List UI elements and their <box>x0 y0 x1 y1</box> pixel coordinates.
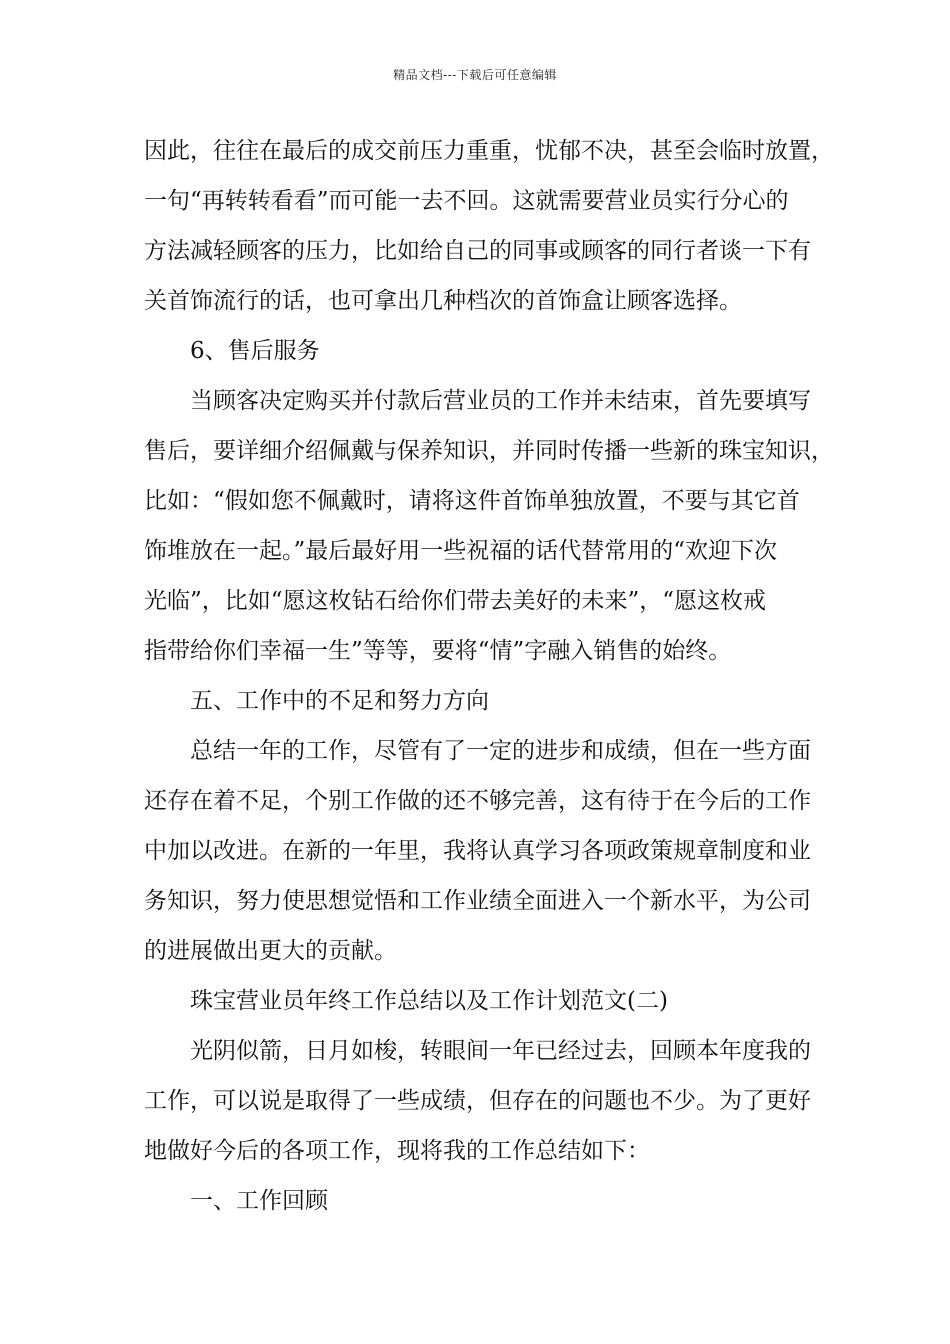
page-header: 精品文档---下载后可任意编辑 <box>393 68 557 82</box>
text-line: 的进展做出更大的贡献。 <box>144 938 397 964</box>
text-line: 中加以改进。在新的一年里，我将认真学习各项政策规章制度和业 <box>144 838 811 864</box>
text-line: 6、售后服务 <box>190 338 320 364</box>
text-line: 还存在着不足，个别工作做的还不够完善，这有待于在今后的工作 <box>144 788 811 814</box>
text-line: 工作，可以说是取得了一些成绩，但存在的问题也不少。为了更好 <box>144 1088 811 1114</box>
text-line: 饰堆放在一起。”最后最好用一些祝福的话代替常用的“欢迎下次 <box>144 538 778 564</box>
text-line: 因此，往往在最后的成交前压力重重，忧郁不决，甚至会临时放置， <box>144 138 834 164</box>
text-line: 关首饰流行的话，也可拿出几种档次的首饰盒让顾客选择。 <box>144 288 742 314</box>
text-line: 务知识，努力使思想觉悟和工作业绩全面进入一个新水平，为公司 <box>144 888 811 914</box>
text-line: 比如：“假如您不佩戴时，请将这件首饰单独放置，不要与其它首 <box>144 488 800 514</box>
text-line: 五、工作中的不足和努力方向 <box>190 688 489 714</box>
text-line: 指带给你们幸福一生”等等，要将“情”字融入销售的始终。 <box>144 638 732 664</box>
text-line: 珠宝营业员年终工作总结以及工作计划范文(二) <box>190 988 668 1014</box>
text-line: 光阴似箭，日月如梭，转眼间一年已经过去，回顾本年度我的 <box>190 1038 811 1064</box>
text-line: 方法减轻顾客的压力，比如给自己的同事或顾客的同行者谈一下有 <box>144 238 811 264</box>
text-line: 地做好今后的各项工作，现将我的工作总结如下： <box>144 1138 650 1164</box>
text-line: 一、工作回顾 <box>190 1188 328 1214</box>
text-line: 总结一年的工作，尽管有了一定的进步和成绩，但在一些方面 <box>190 738 811 764</box>
document-body <box>144 126 834 1226</box>
text-line: 售后，要详细介绍佩戴与保养知识，并同时传播一些新的珠宝知识， <box>144 438 834 464</box>
text-line: 光临”，比如“愿这枚钻石给你们带去美好的未来”，“愿这枚戒 <box>144 588 767 614</box>
text-line: 一句“再转转看看”而可能一去不回。这就需要营业员实行分心的 <box>144 188 789 214</box>
text-line: 当顾客决定购买并付款后营业员的工作并未结束，首先要填写 <box>190 388 811 414</box>
